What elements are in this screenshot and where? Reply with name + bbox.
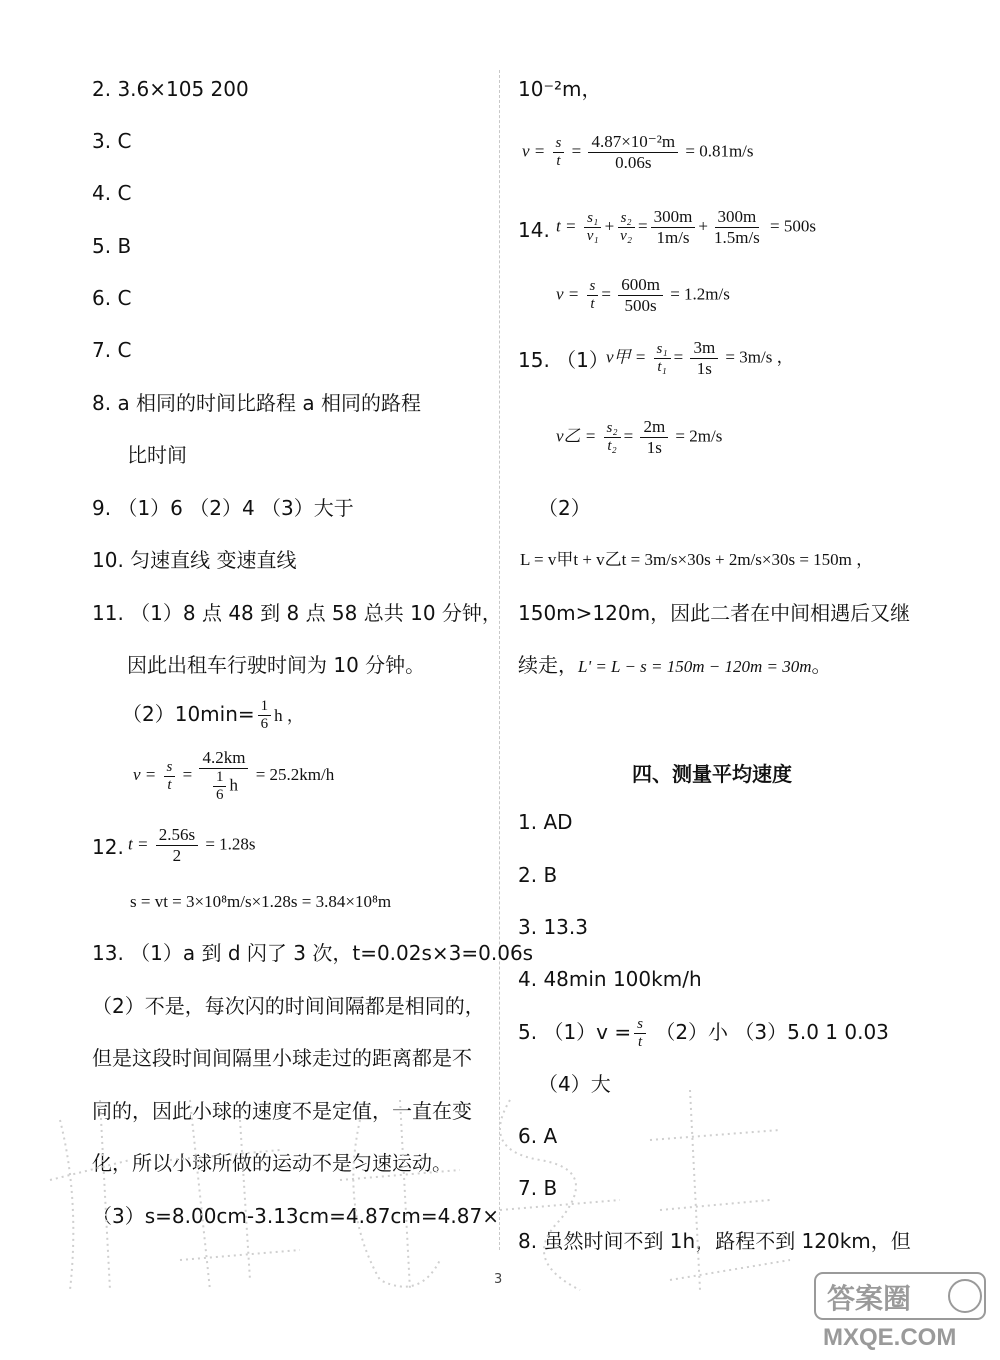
answer-8-line1: 8. a 相同的时间比路程 a 相同的路程 <box>92 391 422 415</box>
fraction-s-over-t: $\frac{s}{t}$ <box>164 759 176 794</box>
answer-9: 9. （1）6 （2）4 （3）大于 <box>92 496 354 520</box>
fraction-s-over-t: $\frac{s}{t}$ <box>587 278 599 313</box>
measure-answer-6: 6. A <box>518 1124 558 1148</box>
fraction-one-sixth-hour: $\frac{1}{6}$ <box>213 769 227 804</box>
formula-15-total-distance: L = v甲t + v乙t = 3m/s×30s + 2m/s×30s = 150m ， <box>520 550 874 569</box>
answer-13-line6: （3）s=8.00cm-3.13cm=4.87cm=4.87× <box>92 1204 499 1228</box>
answer-15-line-continue: 续走，L' = L − s = 150m − 120m = 30m。 <box>518 653 832 677</box>
fraction-3m-1s: $\frac{3m}{1s}$ <box>690 338 718 379</box>
answer-10: 10. 匀速直线 变速直线 <box>92 548 297 572</box>
fraction-distance-over-time: $\frac{\text{4.87×10⁻²m}}{0.06s}$ <box>588 132 678 173</box>
formula-15-v-jia: v甲 = $\frac{\text{s₁}}{\text{t₁}}$ = $\frac{3m}{1s}$ = 3m/s ， <box>606 338 794 378</box>
answer-11-part2-text: （2）10min= <box>122 702 255 726</box>
answer-13-line3: 但是这段时间间隔里小球走过的距离都是不 <box>92 1046 472 1070</box>
answer-13-line1: 13. （1）a 到 d 闪了 3 次，t=0.02s×3=0.06s <box>92 941 534 965</box>
formula-11-speed: v = $\frac{s}{t}$ = 4.2km $\frac{1}{6}$ h = 25.2km/h <box>133 748 335 803</box>
hour-unit: h ， <box>274 706 304 725</box>
formula-13-speed: v = $\frac{s}{t}$ = $\frac{\text{4.87×10⁻²m}}{0.06s}$ = 0.81m/s <box>522 132 754 172</box>
formula-15-remaining: L' = L − s = 150m − 120m = 30m <box>578 657 812 676</box>
answer-13-continued: 10⁻²m， <box>518 77 602 101</box>
fraction-600m-500s: $\frac{600m}{500s}$ <box>618 275 663 316</box>
logo-graphic <box>805 1265 995 1355</box>
fraction-300m-1ms: $\frac{300m}{1m/s}$ <box>651 207 696 248</box>
answer-2: 2. 3.6×105 200 <box>92 77 249 101</box>
answer-12-label: 12. <box>92 835 124 859</box>
page-number: 3 <box>494 1272 503 1287</box>
fraction-s-over-t: $\frac{s}{t}$ <box>553 135 565 170</box>
fraction-distance-over-time: 4.2km $\frac{1}{6}$ h <box>199 748 248 804</box>
fraction-s-over-t: $\frac{s}{t}$ <box>634 1016 646 1051</box>
answer-4: 4. C <box>92 181 132 205</box>
answer-15-label: 15. （1） <box>518 348 609 372</box>
fraction-300m-15ms: $\frac{300m}{1.5m/s}$ <box>713 207 760 247</box>
answer-7: 7. C <box>92 338 132 362</box>
formula-12-time: t = $\frac{2.56s}{2}$ = 1.28s <box>128 825 256 865</box>
fraction-s2-t2: $\frac{\text{s₂}}{\text{t₂}}$ <box>604 420 621 455</box>
watermark-graphic <box>40 1060 820 1310</box>
measure-answer-5: 5. （1）v = $\frac{s}{t}$ （2）小 （3）5.0 1 0.03 <box>518 1016 889 1050</box>
measure-answer-5-part4: （4）大 <box>538 1072 611 1096</box>
answer-11-part2 <box>122 698 304 733</box>
fraction-s2-v2: $\frac{\text{s₂}}{\text{v₂}}$ <box>617 210 635 245</box>
answer-6: 6. C <box>92 286 132 310</box>
svg-text:答案圈: 答案圈 <box>827 1283 912 1314</box>
answer-11-line2: 因此出租车行驶时间为 10 分钟。 <box>127 653 426 677</box>
answer-15-line-compare: 150m>120m，因此二者在中间相遇后又继 <box>518 601 911 625</box>
answer-8-line2: 比时间 <box>127 443 187 467</box>
answer-14-label: 14. <box>518 218 550 242</box>
measure-answer-1: 1. AD <box>518 810 573 834</box>
fraction-one-sixth: $\frac{1}{6}$ <box>258 698 272 733</box>
formula-12-distance: s = vt = 3×10⁸m/s×1.28s = 3.84×10⁸m <box>130 892 392 911</box>
answer-5: 5. B <box>92 234 132 258</box>
section-heading: 四、测量平均速度 <box>632 762 792 786</box>
measure-answer-7: 7. B <box>518 1176 558 1200</box>
measure-answer-3: 3. 13.3 <box>518 915 588 939</box>
answer-11-line1: 11. （1）8 点 48 到 8 点 58 总共 10 分钟， <box>92 601 502 625</box>
svg-text:MXQE.COM: MXQE.COM <box>823 1324 957 1351</box>
answer-15-part2: （2） <box>538 496 591 520</box>
formula-14-speed: v = $\frac{s}{t}$ = $\frac{600m}{500s}$ = 1.2m/s <box>556 275 730 315</box>
answer-13-line2: （2）不是，每次闪的时间间隔都是相同的， <box>92 994 485 1018</box>
formula-14-time: t = $\frac{\text{s₁}}{\text{v₁}}$ + $\frac{\text{s₂}}{\text{v₂}}$ = $\frac{300m}{1m/s}$ + $\frac{300m}{1.5m/s}$ = 500s <box>556 207 816 247</box>
fraction-s1-v1: $\frac{\text{s₁}}{\text{v₁}}$ <box>584 210 602 245</box>
answer-13-line4: 同的，因此小球的速度不是定值，一直在变 <box>92 1099 472 1123</box>
answer-13-line5: 化，所以小球所做的运动不是匀速运动。 <box>92 1151 452 1175</box>
fraction-2m-1s: $\frac{2m}{1s}$ <box>640 417 668 458</box>
fraction-time: $\frac{2.56s}{2}$ <box>156 825 198 866</box>
formula-15-v-yi: v乙 = $\frac{\text{s₂}}{\text{t₂}}$ = $\frac{2m}{1s}$ = 2m/s <box>556 417 723 457</box>
answer-3: 3. C <box>92 129 132 153</box>
measure-answer-4: 4. 48min 100km/h <box>518 967 702 991</box>
site-logo <box>805 1265 995 1355</box>
measure-answer-8: 8. 虽然时间不到 1h，路程不到 120km，但 <box>518 1229 911 1253</box>
measure-answer-2: 2. B <box>518 863 558 887</box>
fraction-s1-t1: $\frac{\text{s₁}}{\text{t₁}}$ <box>654 341 671 376</box>
